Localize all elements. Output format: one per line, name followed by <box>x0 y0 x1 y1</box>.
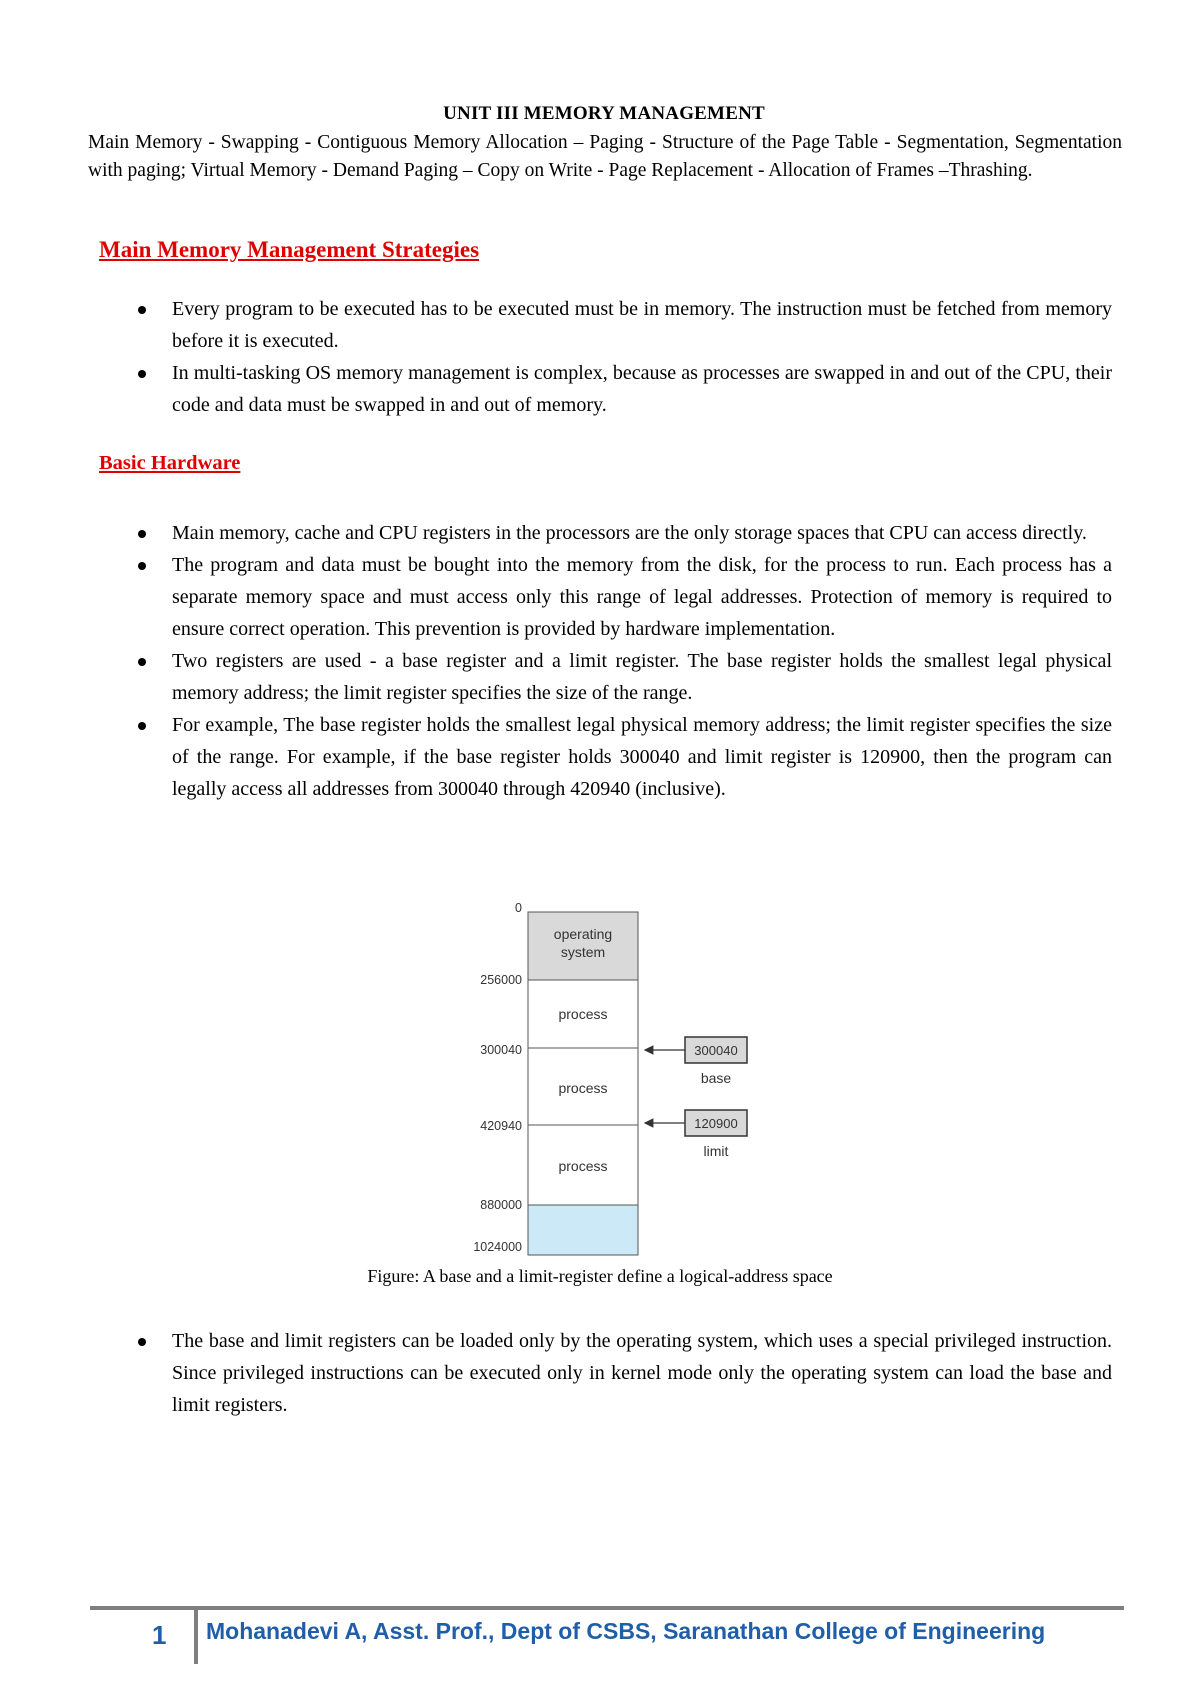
bullet-icon <box>138 562 146 570</box>
basic-hardware-bullet-list <box>0 517 1112 805</box>
footer-divider <box>90 1606 1124 1610</box>
bullet-icon <box>138 306 146 314</box>
os-label-line2: system <box>560 944 606 960</box>
list-item <box>0 645 1112 709</box>
list-item-text: The base and limit registers can be loaded only by the operating system, which uses a special privileged instruction. Since privileged instructions can be executed only in kernel mode only the operating system can load the base and limit registers. <box>172 1330 1112 1416</box>
list-item-text: The program and data must be bought into the memory from the disk, for the process to run. Each process has a separate memory space and must access only this range of legal addresses. Protection of memory is required to ensure correct operation. This prevention is provided by hardware implementation. <box>172 554 1112 640</box>
address-label: 880000 <box>480 1198 522 1212</box>
list-item <box>0 517 1112 549</box>
bullet-icon <box>138 530 146 538</box>
address-label: 256000 <box>480 973 522 987</box>
main-memory-bullet-list <box>0 293 1112 421</box>
free-block <box>528 1205 638 1255</box>
registers-bullet-list <box>0 1325 1112 1421</box>
process-label-3: process <box>558 1158 608 1174</box>
list-item-text: Main memory, cache and CPU registers in the processors are the only storage spaces that CPU can access directly. <box>172 522 1087 544</box>
bullet-icon <box>138 1338 146 1346</box>
page-number: 1 <box>152 1620 167 1650</box>
address-label: 300040 <box>480 1043 522 1057</box>
section-heading-main-memory: Main Memory Management Strategies <box>99 237 480 262</box>
list-item-text: Two registers are used - a base register and a limit register. The base register holds the smallest legal physical memory address; the limit register specifies the size of the range. <box>172 650 1112 704</box>
address-label: 0 <box>515 901 522 915</box>
syllabus-text: Main Memory - Swapping - Contiguous Memory Allocation – Paging - Structure of the Page Table - Segmentation, Segmentation with paging; Virtual Memory - Demand Paging – Copy on Write - Page Replacement - Allocation of Frames –Thrashing. <box>88 132 1122 181</box>
limit-register-label: limit <box>703 1143 729 1159</box>
footer-vertical-divider <box>194 1606 198 1664</box>
os-label-line1: operating <box>553 926 613 942</box>
limit-register-value: 120900 <box>694 1116 738 1131</box>
footer-author: Mohanadevi A, Asst. Prof., Dept of CSBS, Saranathan College of Engineering <box>206 1618 1046 1644</box>
memory-diagram <box>460 898 780 1263</box>
list-item <box>0 709 1112 805</box>
process-label-2: process <box>558 1080 608 1096</box>
section-heading-basic-hardware: Basic Hardware <box>99 452 241 474</box>
list-item-text: In multi-tasking OS memory management is complex, because as processes are swapped in and out of the CPU, their code and data must be swapped in and out of memory. <box>172 362 1112 416</box>
base-register-label: base <box>700 1070 732 1086</box>
address-label: 420940 <box>480 1119 522 1133</box>
bullet-icon <box>138 370 146 378</box>
list-item <box>0 549 1112 645</box>
figure-caption: Figure: A base and a limit-register define a logical-address space <box>367 1266 833 1286</box>
list-item <box>0 1325 1112 1421</box>
list-item-text: For example, The base register holds the smallest legal physical memory address; the limit register specifies the size of the range. For example, if the base register holds 300040 and limit register is 120900, then the program can legally access all addresses from 300040 through 420940 (inclusive). <box>172 714 1112 800</box>
bullet-icon <box>138 658 146 666</box>
address-label: 1024000 <box>473 1240 522 1254</box>
list-item-text: Every program to be executed has to be executed must be in memory. The instruction must be fetched from memory before it is executed. <box>172 298 1112 352</box>
base-register-value: 300040 <box>694 1043 738 1058</box>
process-label-1: process <box>558 1006 608 1022</box>
bullet-icon <box>138 722 146 730</box>
list-item <box>0 293 1112 357</box>
unit-title: UNIT III MEMORY MANAGEMENT <box>443 103 765 124</box>
list-item <box>0 357 1112 421</box>
